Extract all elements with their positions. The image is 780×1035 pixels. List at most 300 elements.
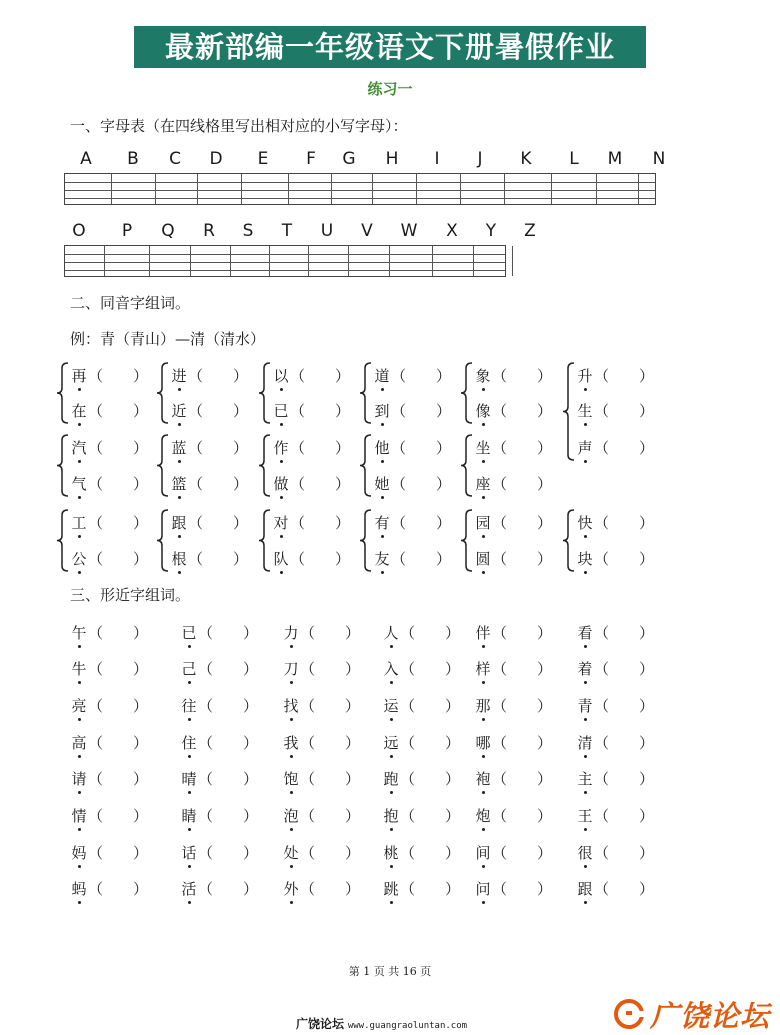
dotted-character: 做 — [273, 475, 289, 493]
answer-blank[interactable]: （ ） — [594, 367, 655, 385]
grid-divider — [111, 174, 112, 204]
word-item — [272, 437, 351, 458]
grid-divider — [504, 174, 505, 204]
word-item — [70, 658, 149, 679]
dotted-character: 己 — [181, 660, 197, 678]
word-item — [382, 695, 461, 716]
word-item — [180, 658, 259, 679]
word-item — [474, 437, 553, 458]
dotted-character: 力 — [283, 624, 299, 642]
page-footer: 第 1 页 共 16 页 — [348, 965, 432, 978]
word-item — [576, 768, 655, 789]
alphabet-letter: P — [121, 221, 133, 241]
word-item — [282, 878, 361, 899]
word-item — [474, 842, 553, 863]
answer-blank[interactable]: （ ） — [88, 402, 149, 420]
answer-blank[interactable]: （ ） — [88, 367, 149, 385]
dotted-character: 园 — [475, 514, 491, 532]
dotted-character: 晴 — [181, 770, 197, 788]
dotted-character: 根 — [171, 550, 187, 568]
dotted-character: 妈 — [71, 844, 87, 862]
word-item — [382, 878, 461, 899]
word-item — [474, 768, 553, 789]
dotted-character: 入 — [383, 660, 399, 678]
dotted-character: 主 — [577, 770, 593, 788]
word-item — [382, 732, 461, 753]
word-item — [180, 805, 259, 826]
word-item — [170, 365, 249, 386]
answer-blank[interactable]: （ ） — [400, 807, 461, 825]
dotted-character: 道 — [374, 367, 390, 385]
brace-icon — [56, 434, 70, 497]
answer-blank[interactable]: （ ） — [300, 660, 361, 678]
word-item — [576, 365, 655, 386]
alphabet-letter: A — [80, 149, 92, 169]
word-item — [474, 805, 553, 826]
answer-blank[interactable]: （ ） — [198, 624, 259, 642]
answer-blank[interactable]: （ ） — [88, 880, 149, 898]
dotted-character: 伴 — [475, 624, 491, 642]
answer-blank[interactable]: （ ） — [594, 807, 655, 825]
word-item — [180, 842, 259, 863]
dotted-character: 泡 — [283, 807, 299, 825]
section3-heading: 三、形近字组词。 — [70, 586, 191, 604]
dotted-character: 她 — [374, 475, 390, 493]
word-item — [576, 658, 655, 679]
dotted-character: 跟 — [577, 880, 593, 898]
answer-blank[interactable]: （ ） — [300, 844, 361, 862]
dotted-character: 情 — [71, 807, 87, 825]
answer-blank[interactable]: （ ） — [198, 734, 259, 752]
grid-divider — [372, 174, 373, 204]
dotted-character: 活 — [181, 880, 197, 898]
answer-blank[interactable]: （ ） — [492, 439, 553, 457]
word-item — [180, 695, 259, 716]
dotted-character: 往 — [181, 697, 197, 715]
word-item — [70, 437, 149, 458]
dotted-character: 对 — [273, 514, 289, 532]
answer-blank[interactable]: （ ） — [594, 402, 655, 420]
answer-blank[interactable]: （ ） — [400, 734, 461, 752]
word-item — [382, 842, 461, 863]
dotted-character: 清 — [577, 734, 593, 752]
dotted-character: 外 — [283, 880, 299, 898]
dotted-character: 快 — [577, 514, 593, 532]
word-item — [576, 842, 655, 863]
alphabet-letter: T — [281, 221, 293, 241]
answer-blank[interactable]: （ ） — [400, 624, 461, 642]
watermark-site-name: 广饶论坛 — [296, 1017, 345, 1031]
section2-heading: 二、同音字组词。 — [70, 294, 191, 312]
word-item — [70, 842, 149, 863]
word-item — [576, 512, 655, 533]
brace-icon — [156, 434, 170, 497]
dotted-character: 座 — [475, 475, 491, 493]
answer-blank[interactable]: （ ） — [290, 439, 351, 457]
dotted-character: 运 — [383, 697, 399, 715]
answer-blank[interactable]: （ ） — [290, 367, 351, 385]
answer-blank[interactable]: （ ） — [188, 550, 249, 568]
brace-icon — [460, 509, 474, 572]
word-item — [170, 437, 249, 458]
dotted-character: 牛 — [71, 660, 87, 678]
word-item — [474, 365, 553, 386]
word-item — [282, 768, 361, 789]
brace-icon — [56, 362, 70, 424]
answer-blank[interactable]: （ ） — [492, 402, 553, 420]
brace-icon — [562, 362, 576, 461]
word-item — [576, 695, 655, 716]
answer-blank[interactable]: （ ） — [198, 660, 259, 678]
alphabet-letter: L — [569, 149, 579, 169]
dotted-character: 问 — [475, 880, 491, 898]
word-item — [373, 473, 452, 494]
word-item — [282, 805, 361, 826]
word-item — [70, 878, 149, 899]
dotted-character: 气 — [71, 475, 87, 493]
dotted-character: 篮 — [171, 475, 187, 493]
answer-blank[interactable]: （ ） — [594, 550, 655, 568]
answer-blank[interactable]: （ ） — [300, 734, 361, 752]
dotted-character: 住 — [181, 734, 197, 752]
word-item — [474, 473, 553, 494]
dotted-character: 生 — [577, 402, 593, 420]
answer-blank[interactable]: （ ） — [594, 770, 655, 788]
alphabet-letter: O — [72, 221, 86, 241]
dotted-character: 炮 — [475, 807, 491, 825]
word-item — [70, 473, 149, 494]
word-item — [474, 622, 553, 643]
alphabet-letter: X — [446, 221, 458, 241]
word-item — [70, 622, 149, 643]
answer-blank[interactable]: （ ） — [198, 844, 259, 862]
dotted-character: 友 — [374, 550, 390, 568]
answer-blank[interactable]: （ ） — [400, 770, 461, 788]
brace-icon — [359, 362, 373, 424]
dotted-character: 跑 — [383, 770, 399, 788]
grid-divider — [197, 174, 198, 204]
dotted-character: 间 — [475, 844, 491, 862]
word-item — [382, 768, 461, 789]
answer-blank[interactable]: （ ） — [88, 550, 149, 568]
word-item — [576, 805, 655, 826]
dotted-character: 王 — [577, 807, 593, 825]
word-item — [272, 365, 351, 386]
answer-blank[interactable]: （ ） — [88, 660, 149, 678]
word-item — [170, 400, 249, 421]
word-item — [474, 400, 553, 421]
grid-divider — [416, 174, 417, 204]
word-item — [170, 512, 249, 533]
answer-blank[interactable]: （ ） — [400, 880, 461, 898]
alphabet-letter: M — [607, 149, 623, 169]
answer-blank[interactable]: （ ） — [391, 439, 452, 457]
brace-icon — [56, 509, 70, 572]
answer-blank[interactable]: （ ） — [188, 367, 249, 385]
dotted-character: 跟 — [171, 514, 187, 532]
alphabet-letter: I — [434, 149, 440, 169]
dotted-character: 请 — [71, 770, 87, 788]
dotted-character: 哪 — [475, 734, 491, 752]
grid-divider — [331, 174, 332, 204]
answer-blank[interactable]: （ ） — [198, 807, 259, 825]
answer-blank[interactable]: （ ） — [594, 624, 655, 642]
four-line-grid[interactable] — [64, 173, 656, 205]
four-line-grid[interactable] — [64, 245, 506, 277]
brace-icon — [156, 362, 170, 424]
dotted-character: 抱 — [383, 807, 399, 825]
dotted-character: 午 — [71, 624, 87, 642]
answer-blank[interactable]: （ ） — [492, 807, 553, 825]
word-item — [373, 400, 452, 421]
dotted-character: 饱 — [283, 770, 299, 788]
dotted-character: 升 — [577, 367, 593, 385]
answer-blank[interactable]: （ ） — [594, 697, 655, 715]
grid-divider — [638, 174, 639, 204]
word-item — [576, 878, 655, 899]
answer-blank[interactable]: （ ） — [300, 624, 361, 642]
dotted-character: 以 — [273, 367, 289, 385]
answer-blank[interactable]: （ ） — [492, 734, 553, 752]
alphabet-letter: G — [342, 149, 356, 169]
answer-blank[interactable]: （ ） — [400, 844, 461, 862]
answer-blank[interactable]: （ ） — [492, 624, 553, 642]
word-item — [70, 365, 149, 386]
word-item — [70, 695, 149, 716]
answer-blank[interactable]: （ ） — [594, 734, 655, 752]
answer-blank[interactable]: （ ） — [88, 807, 149, 825]
alphabet-letter: N — [652, 149, 666, 169]
word-item — [373, 437, 452, 458]
answer-blank[interactable]: （ ） — [492, 697, 553, 715]
word-item — [282, 658, 361, 679]
answer-blank[interactable]: （ ） — [391, 402, 452, 420]
grid-line — [65, 198, 655, 199]
alphabet-letter: Z — [524, 221, 536, 241]
answer-blank[interactable]: （ ） — [594, 514, 655, 532]
alphabet-letter: K — [520, 149, 532, 169]
alphabet-letter: W — [400, 221, 418, 241]
grid-divider — [596, 174, 597, 204]
grid-divider — [473, 246, 474, 276]
brace-icon — [258, 362, 272, 424]
dotted-character: 找 — [283, 697, 299, 715]
dotted-character: 作 — [273, 439, 289, 457]
title-banner: 最新部编一年级语文下册暑假作业 — [134, 26, 646, 68]
dotted-character: 在 — [71, 402, 87, 420]
brace-icon — [359, 509, 373, 572]
dotted-character: 处 — [283, 844, 299, 862]
grid-line — [65, 262, 505, 263]
answer-blank[interactable]: （ ） — [88, 439, 149, 457]
word-item — [180, 622, 259, 643]
word-item — [180, 878, 259, 899]
answer-blank[interactable]: （ ） — [188, 402, 249, 420]
dotted-character: 声 — [577, 439, 593, 457]
grid-divider — [432, 246, 433, 276]
answer-blank[interactable]: （ ） — [492, 770, 553, 788]
alphabet-letter: V — [361, 221, 373, 241]
grid-divider — [230, 246, 231, 276]
grid-line — [65, 254, 505, 255]
dotted-character: 亮 — [71, 697, 87, 715]
grid-divider — [269, 246, 270, 276]
dotted-character: 像 — [475, 402, 491, 420]
brace-icon — [156, 509, 170, 572]
alphabet-letter: J — [477, 149, 483, 169]
grid-divider — [241, 174, 242, 204]
grid-line — [65, 190, 655, 191]
alphabet-letter: U — [320, 221, 334, 241]
dotted-character: 公 — [71, 550, 87, 568]
word-item — [282, 732, 361, 753]
answer-blank[interactable]: （ ） — [88, 844, 149, 862]
word-item — [70, 805, 149, 826]
answer-blank[interactable]: （ ） — [300, 807, 361, 825]
brace-icon — [562, 509, 576, 572]
grid-divider — [149, 246, 150, 276]
brace-icon — [460, 362, 474, 424]
answer-blank[interactable]: （ ） — [88, 624, 149, 642]
answer-blank[interactable]: （ ） — [198, 880, 259, 898]
answer-blank[interactable]: （ ） — [492, 550, 553, 568]
section1-heading: 一、字母表（在四线格里写出相对应的小写字母）： — [70, 117, 408, 135]
word-item — [282, 842, 361, 863]
dotted-character: 再 — [71, 367, 87, 385]
alphabet-letter: D — [209, 149, 223, 169]
dotted-character: 进 — [171, 367, 187, 385]
alphabet-letter: Q — [161, 221, 175, 241]
example-line: 例：青（青山）—清（清水） — [70, 330, 266, 348]
dotted-character: 袍 — [475, 770, 491, 788]
answer-blank[interactable]: （ ） — [300, 697, 361, 715]
dotted-character: 着 — [577, 660, 593, 678]
answer-blank[interactable]: （ ） — [391, 475, 452, 493]
dotted-character: 那 — [475, 697, 491, 715]
dotted-character: 人 — [383, 624, 399, 642]
answer-blank[interactable]: （ ） — [492, 367, 553, 385]
word-item — [576, 622, 655, 643]
dotted-character: 青 — [577, 697, 593, 715]
answer-blank[interactable]: （ ） — [290, 514, 351, 532]
alphabet-letter: E — [257, 149, 269, 169]
answer-blank[interactable]: （ ） — [198, 770, 259, 788]
answer-blank[interactable]: （ ） — [391, 514, 452, 532]
dotted-character: 看 — [577, 624, 593, 642]
word-item — [382, 622, 461, 643]
grid-divider — [288, 174, 289, 204]
alphabet-letter: R — [203, 221, 215, 241]
answer-blank[interactable]: （ ） — [391, 367, 452, 385]
answer-blank[interactable]: （ ） — [492, 844, 553, 862]
dotted-character: 桃 — [383, 844, 399, 862]
word-item — [373, 512, 452, 533]
alphabet-letter: Y — [485, 221, 497, 241]
answer-blank[interactable]: （ ） — [391, 550, 452, 568]
word-item — [474, 732, 553, 753]
dotted-character: 已 — [273, 402, 289, 420]
word-item — [474, 695, 553, 716]
answer-blank[interactable]: （ ） — [300, 770, 361, 788]
grid-divider — [190, 246, 191, 276]
word-item — [70, 768, 149, 789]
answer-blank[interactable]: （ ） — [492, 475, 553, 493]
word-item — [170, 473, 249, 494]
answer-blank[interactable]: （ ） — [594, 844, 655, 862]
word-item — [282, 622, 361, 643]
brace-icon — [460, 434, 474, 497]
dotted-character: 跳 — [383, 880, 399, 898]
word-item — [576, 548, 655, 569]
dotted-character: 我 — [283, 734, 299, 752]
answer-blank[interactable]: （ ） — [290, 475, 351, 493]
grid-divider — [551, 174, 552, 204]
dotted-character: 睛 — [181, 807, 197, 825]
answer-blank[interactable]: （ ） — [290, 550, 351, 568]
word-item — [373, 548, 452, 569]
dotted-character: 队 — [273, 550, 289, 568]
grid-divider — [389, 246, 390, 276]
answer-blank[interactable]: （ ） — [594, 660, 655, 678]
dotted-character: 刀 — [283, 660, 299, 678]
word-item — [180, 732, 259, 753]
word-item — [272, 512, 351, 533]
dotted-character: 近 — [171, 402, 187, 420]
grid-divider — [104, 246, 105, 276]
answer-blank[interactable]: （ ） — [400, 660, 461, 678]
word-item — [382, 805, 461, 826]
answer-blank[interactable]: （ ） — [88, 734, 149, 752]
dotted-character: 象 — [475, 367, 491, 385]
dotted-character: 远 — [383, 734, 399, 752]
answer-blank[interactable]: （ ） — [188, 475, 249, 493]
answer-blank[interactable]: （ ） — [492, 514, 553, 532]
answer-blank[interactable]: （ ） — [88, 770, 149, 788]
word-item — [272, 548, 351, 569]
answer-blank[interactable]: （ ） — [188, 439, 249, 457]
dotted-character: 高 — [71, 734, 87, 752]
answer-blank[interactable]: （ ） — [300, 880, 361, 898]
grid-divider — [308, 246, 309, 276]
answer-blank[interactable]: （ ） — [492, 880, 553, 898]
alphabet-letter: F — [306, 149, 316, 169]
grid-line — [65, 270, 505, 271]
answer-blank[interactable]: （ ） — [88, 514, 149, 532]
word-item — [70, 548, 149, 569]
grid-divider — [460, 174, 461, 204]
dotted-character: 话 — [181, 844, 197, 862]
dotted-character: 汽 — [71, 439, 87, 457]
answer-blank[interactable]: （ ） — [290, 402, 351, 420]
dotted-character: 很 — [577, 844, 593, 862]
answer-blank[interactable]: （ ） — [188, 514, 249, 532]
answer-blank[interactable]: （ ） — [492, 660, 553, 678]
dotted-character: 工 — [71, 514, 87, 532]
answer-blank[interactable]: （ ） — [400, 697, 461, 715]
word-item — [474, 548, 553, 569]
answer-blank[interactable]: （ ） — [594, 880, 655, 898]
brace-icon — [258, 509, 272, 572]
answer-blank[interactable]: （ ） — [88, 697, 149, 715]
answer-blank[interactable]: （ ） — [88, 475, 149, 493]
alphabet-letter: B — [127, 149, 139, 169]
answer-blank[interactable]: （ ） — [198, 697, 259, 715]
dotted-character: 有 — [374, 514, 390, 532]
answer-blank[interactable]: （ ） — [594, 439, 655, 457]
word-item — [170, 548, 249, 569]
word-item — [70, 732, 149, 753]
logo-g-icon — [614, 999, 644, 1029]
